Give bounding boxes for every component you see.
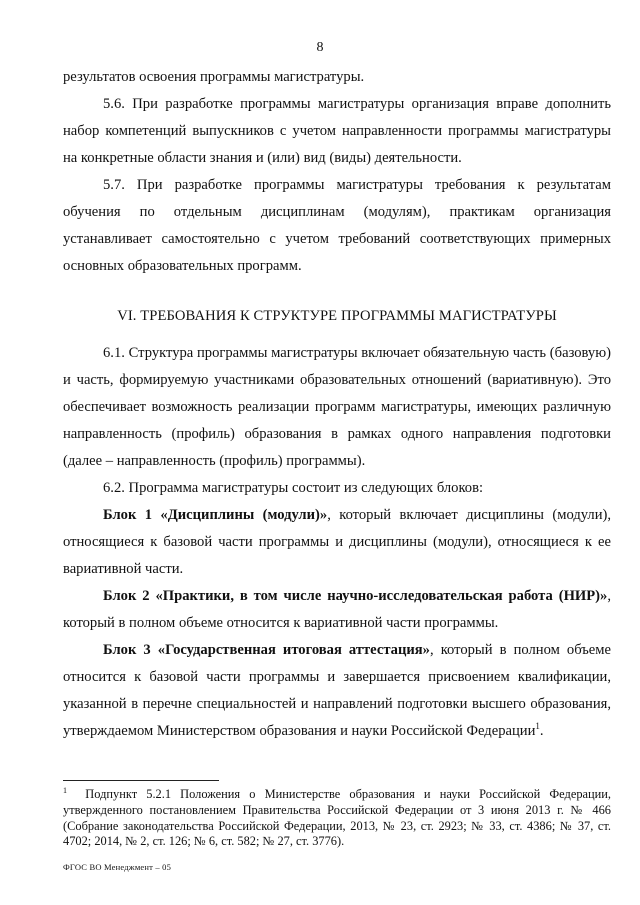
- paragraph-continuation: результатов освоения программы магистратуры.: [63, 69, 365, 85]
- block-2-paragraph: [63, 583, 611, 637]
- document-body: [63, 64, 611, 745]
- footnote-reference[interactable]: 1: [535, 721, 540, 732]
- block-2-text: , который в полном объеме относится к вариативной части программы.: [63, 588, 611, 631]
- block-3-text: , который в полном объеме относится к базовой части программы и завершается присвоением квалификации, указанной в перечне специальностей и направлений подготовки высшего образования, утверждаемом Министерством образования и науки Российской Федерации: [63, 642, 611, 739]
- footnote-divider: [63, 780, 219, 781]
- paragraph-6-2: 6.2. Программа магистратуры состоит из следующих блоков:: [103, 480, 484, 496]
- paragraph-5-7: 5.7. При разработке программы магистратуры требования к результатам обучения по отдельным дисциплинам (модулям), практикам организация устанавливает самостоятельно с учетом требований соответствующих примерных основных образовательных программ.: [63, 177, 611, 274]
- section-heading: VI. ТРЕБОВАНИЯ К СТРУКТУРЕ ПРОГРАММЫ МАГИСТРАТУРЫ: [117, 308, 557, 324]
- page-number: 8: [316, 40, 324, 55]
- block-3-end: .: [539, 723, 544, 739]
- block-1-text: , который включает дисциплины (модули), относящиеся к базовой части программы и дисциплины (модули), относящиеся к ее вариативной части.: [63, 507, 612, 577]
- block-1-paragraph: [63, 502, 611, 583]
- footnote-marker: 1: [63, 785, 67, 795]
- footer-label: ФГОС ВО Менеджмент – 05: [63, 862, 172, 872]
- footnote-text: Подпункт 5.2.1 Положения о Министерстве образования и науки Российской Федерации, утвержденного постановлением Правительства Российской Федерации от 3 июня 2013 г. № 466 (Собрание законодательства Российской Федерации, 2013, № 23, ст. 2923; № 33, ст. 4386; № 37, ст. 4702; 2014, № 2, ст. 126; № 6, ст. 582; № 27, ст. 3776).: [63, 787, 612, 849]
- block-2-title: Блок 2 «Практики, в том числе научно-исследовательская работа (НИР)»: [103, 588, 608, 604]
- paragraph-6-1: 6.1. Структура программы магистратуры включает обязательную часть (базовую) и часть, формируемую участниками образовательных отношений (вариативную). Это обеспечивает возможность реализации программ магистратуры, имеющих различную направленность (профиль) образования в рамках одного направления подготовки (далее – направленность (профиль) программы).: [63, 345, 611, 469]
- block-3-title: Блок 3 «Государственная итоговая аттестация»: [103, 642, 430, 658]
- block-3-paragraph: [63, 637, 611, 745]
- block-1-title: Блок 1 «Дисциплины (модули)»: [103, 507, 328, 523]
- paragraph-5-6: 5.6. При разработке программы магистратуры организация вправе дополнить набор компетенций выпускников с учетом направленности программы магистратуры на конкретные области знания и (или) вид (виды) деятельности.: [63, 96, 611, 166]
- footnote: [63, 787, 611, 850]
